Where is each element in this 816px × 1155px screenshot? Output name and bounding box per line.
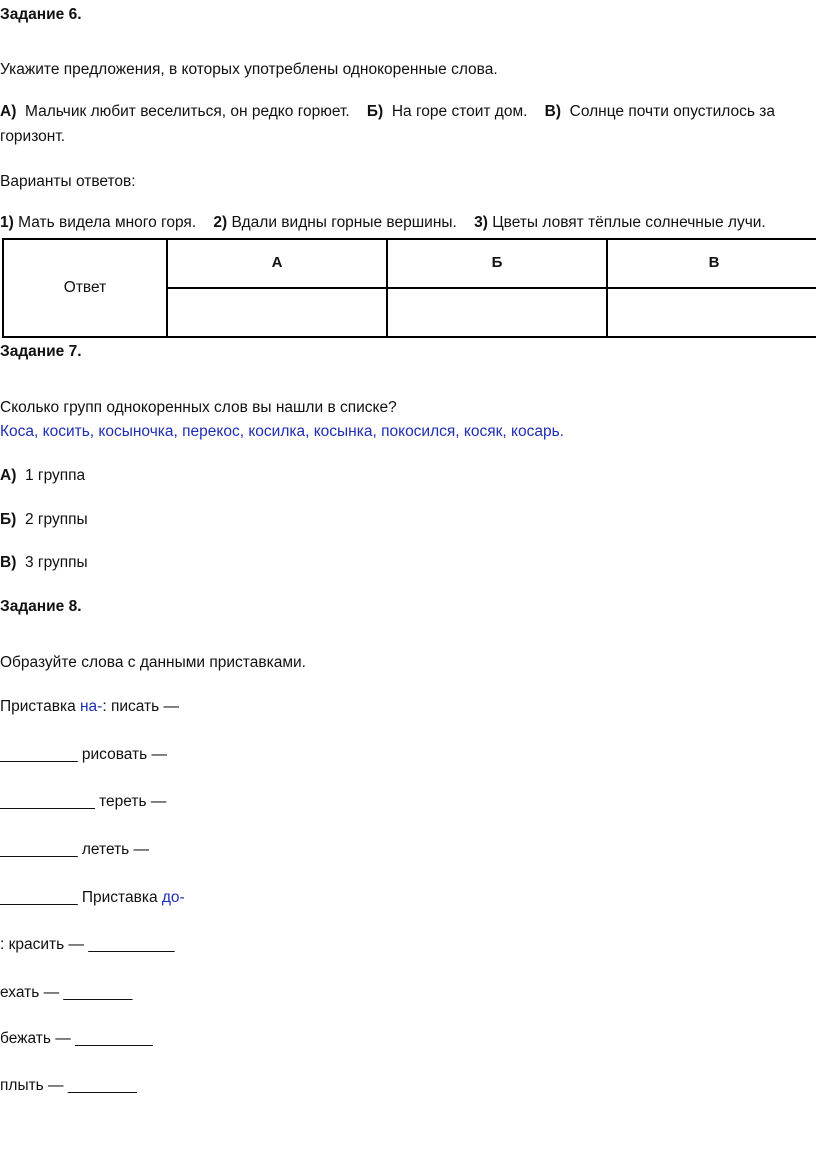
sentence-a-text: Мальчик любит веселиться, он редко горюет. xyxy=(24,103,350,120)
sentence-a-letter: А) xyxy=(0,103,17,120)
answer-c: В) 3 группы xyxy=(0,554,88,571)
task6-question: Укажите предложения, в которых употреблены однокоренные слова. xyxy=(0,61,498,78)
answer-cell-a[interactable] xyxy=(167,288,387,337)
exercise-line-2: _________ рисовать — xyxy=(0,746,168,763)
exercise-line-8: бежать — _________ xyxy=(0,1030,153,1047)
option-2-text: Вдали видны горные вершины. xyxy=(231,214,457,231)
column-header-c: В xyxy=(607,239,816,288)
exercise-line-6: : красить — __________ xyxy=(0,936,175,953)
sentence-b-letter: Б) xyxy=(366,103,384,120)
task6-sentences xyxy=(0,102,775,121)
sentence-tail: горизонт. xyxy=(0,128,66,145)
sentence-b-text: На горе стоит дом. xyxy=(391,103,528,120)
variants-label: Варианты ответов: xyxy=(0,173,136,190)
answer-cell-c[interactable] xyxy=(607,288,816,337)
prefix-line-1: Приставка на-: писать — xyxy=(0,698,180,715)
answer-a: А) 1 группа xyxy=(0,467,86,484)
answer-row-label: Ответ xyxy=(3,239,167,337)
task7-title: Задание 7. xyxy=(0,343,82,360)
task7-question: Сколько групп однокоренных слов вы нашли в списке? xyxy=(0,399,397,416)
task6-title: Задание 6. xyxy=(0,6,82,23)
answer-b: Б) 2 группы xyxy=(0,511,88,528)
task8-instruction: Образуйте слова с данными приставками. xyxy=(0,654,306,671)
option-3-num: 3) xyxy=(474,214,488,231)
exercise-line-3: ___________ тереть — xyxy=(0,793,167,810)
task8-title: Задание 8. xyxy=(0,598,82,615)
prefix-do: до- xyxy=(161,889,185,906)
prefix-line-2: _________ Приставка до- xyxy=(0,889,185,906)
exercise-line-7: ехать — ________ xyxy=(0,984,133,1001)
option-1-text: Мать видела много горя. xyxy=(18,214,197,231)
option-3-text: Цветы ловят тёплые солнечные лучи. xyxy=(492,214,766,231)
option-1-num: 1) xyxy=(0,214,14,231)
word-list: Коса, косить, косыночка, перекос, косилка, косынка, покосился, косяк, косарь. xyxy=(0,423,564,440)
column-header-b: Б xyxy=(387,239,607,288)
prefix-na: на- xyxy=(80,698,103,715)
exercise-line-4: _________ лететь — xyxy=(0,841,150,858)
task6-options xyxy=(0,213,766,232)
column-header-a: А xyxy=(167,239,387,288)
exercise-line-9: плыть — ________ xyxy=(0,1077,137,1094)
answer-table xyxy=(2,238,816,338)
sentence-c-letter: В) xyxy=(544,103,562,120)
answer-cell-b[interactable] xyxy=(387,288,607,337)
option-2-num: 2) xyxy=(213,214,228,231)
sentence-c-text: Солнце почти опустилось за xyxy=(569,103,775,120)
